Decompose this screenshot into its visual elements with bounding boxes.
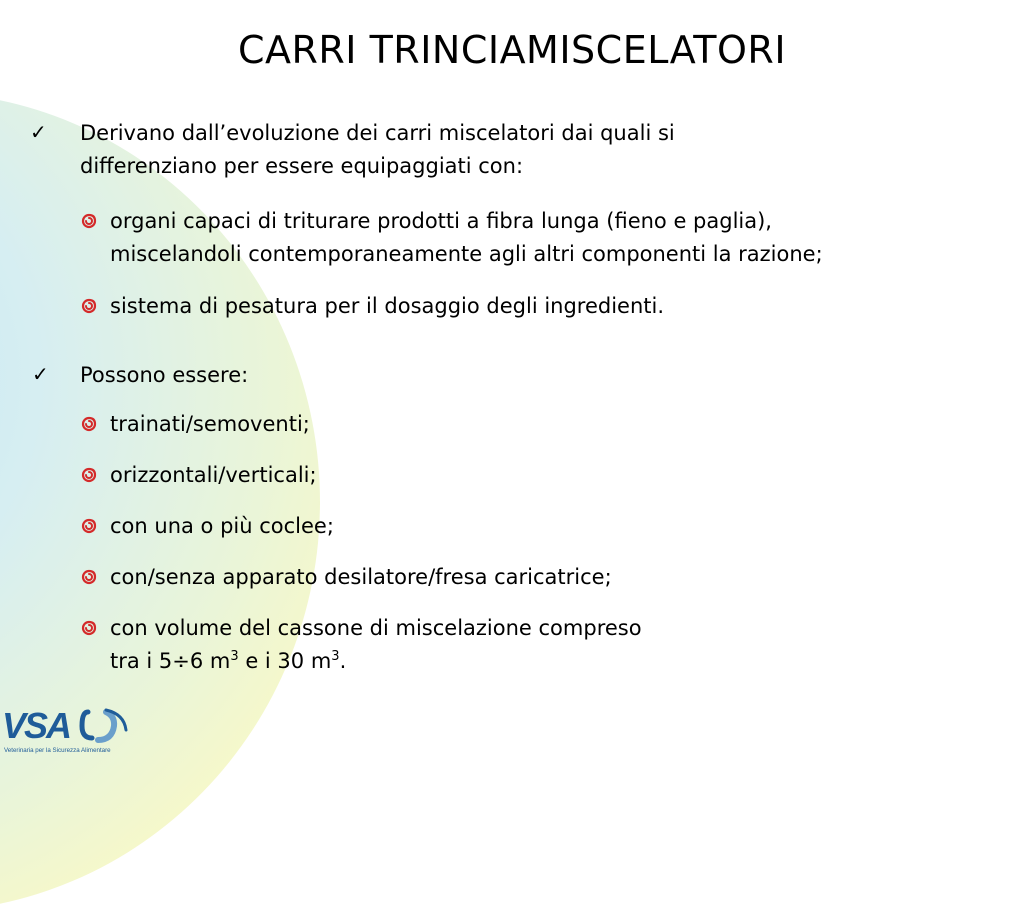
section1-text bbox=[80, 117, 675, 183]
section1-item-2: sistema di pesatura per il dosaggio degli ingredienti. bbox=[110, 294, 665, 318]
cubic-superscript: 3 bbox=[230, 649, 239, 664]
logo-tagline: Veterinaria per la Sicurezza Alimentare bbox=[4, 747, 111, 754]
volume-max-text: e i 30 m bbox=[238, 649, 332, 673]
vsa-logo bbox=[2, 704, 134, 756]
swirl-bullet-icon bbox=[80, 619, 98, 637]
section1-line2: differenziano per essere equipaggiati con: bbox=[80, 154, 524, 178]
slide-title: CARRI TRINCIAMISCELATORI bbox=[237, 28, 787, 72]
volume-range-text: tra i 5÷6 m bbox=[110, 649, 231, 673]
cubic-superscript: 3 bbox=[331, 649, 340, 664]
section1-item-1 bbox=[110, 205, 823, 271]
check-icon: ✓ bbox=[30, 120, 47, 144]
swirl-bullet-icon bbox=[80, 297, 98, 315]
section2-item-3: con una o più coclee; bbox=[110, 514, 334, 538]
section2-item-4: con/senza apparato desilatore/fresa caricatrice; bbox=[110, 565, 612, 589]
section1-item-1-line1: organi capaci di triturare prodotti a fibra lunga (fieno e paglia), bbox=[110, 209, 772, 233]
logo-text: VSA bbox=[2, 705, 71, 746]
section2-text: Possono essere: bbox=[80, 363, 249, 387]
swirl-bullet-icon bbox=[80, 466, 98, 484]
vsa-logo-mark bbox=[2, 705, 126, 746]
swirl-bullet-icon bbox=[80, 568, 98, 586]
swirl-bullet-icon bbox=[80, 415, 98, 433]
swirl-bullet-icon bbox=[80, 517, 98, 535]
period-text: . bbox=[339, 649, 347, 673]
section2-item-5-line2 bbox=[110, 645, 642, 678]
section2-item-2: orizzontali/verticali; bbox=[110, 463, 317, 487]
section2-item-1: trainati/semoventi; bbox=[110, 412, 310, 436]
check-icon: ✓ bbox=[32, 362, 49, 386]
section2-item-5-line1: con volume del cassone di miscelazione compreso bbox=[110, 616, 642, 640]
section2-item-5 bbox=[110, 612, 642, 678]
section1-line1: Derivano dall’evoluzione dei carri miscelatori dai quali si bbox=[80, 121, 675, 145]
section1-item-1-line2: miscelandoli contemporaneamente agli altri componenti la razione; bbox=[110, 242, 823, 266]
swirl-bullet-icon bbox=[80, 212, 98, 230]
